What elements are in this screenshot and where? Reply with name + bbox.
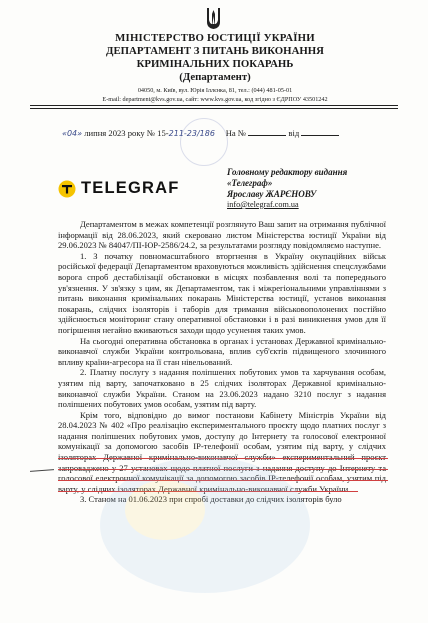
incoming-date-blank — [301, 127, 339, 136]
recipient-position: Головному редактору видання — [227, 167, 348, 177]
outgoing-number-handwritten: 211-23/186 — [168, 129, 215, 138]
ministry-title: МІНІСТЕРСТВО ЮСТИЦІЇ УКРАЇНИ — [115, 32, 315, 44]
paragraph-intro: Департаментом в межах компетенції розглянуто Ваш запит на отримання публічної інформації від 28.06.2023, який скеровано листом Міністерства юстиції України від 29.06.2023 № 84047/ПІ-ЮР-2586/24.2, за результатами розгляду повідомляємо наступне. — [58, 219, 386, 251]
date-day-handwritten: «04» — [62, 129, 83, 138]
paragraph-2: 2. Платну послугу з надання поліпшених побутових умов та харчування особам, узятим під варту, започатковано в 25 слідчих ізоляторах Державної кримінально-виконавчої служби України. Станом на 23.06.2023 надано 3210 послуг з надання поліпшених побутових умов особам, узятим під варту. — [58, 367, 386, 410]
incoming-number-label: На № — [225, 128, 247, 138]
faint-stamp — [180, 118, 228, 166]
telegraf-logo-text: TELEGRAF — [81, 179, 180, 197]
department-title-line2: КРИМІНАЛЬНИХ ПОКАРАНЬ — [136, 58, 294, 70]
pencil-mark-left — [30, 469, 54, 472]
department-address: 04050, м. Київ, вул. Юрія Іллєнка, 81, тел.: (044) 481-05-01 — [137, 87, 293, 94]
department-contacts: E-mail: department@kvs.gov.ua, сайт: www.kvs.gov.ua, код згідно з ЄДРПОУ 43501242 — [102, 96, 328, 103]
department-title-line1: ДЕПАРТАМЕНТ З ПИТАНЬ ВИКОНАННЯ — [106, 45, 324, 57]
telegraf-logo — [58, 179, 180, 198]
letter-body — [58, 219, 386, 505]
trident-emblem-icon — [205, 6, 222, 30]
red-underline-3 — [58, 480, 388, 481]
telegraf-logo-icon — [58, 180, 76, 198]
paragraph-2-continued: Крім того, відповідно до вимог постанови Кабінету Міністрів України від 28.04.2023 № 402 «Про реалізацію експериментального проєкту щодо платних послуг з надання поліпшених побутових умов, доступу до Інтернету та голосової електронної комунікації за допомогою засобів ІР-телефонії особам, узятим під варту, у слідчих ізоляторах Державної кримінально-виконавчої служби» експериментальний проєкт запроваджено у 27 установах щодо платної послуги з надання доступу до Інтернету та голосової електронної комунікації за допомогою засобів ІР-телефонії особам, узятим під варту, у слідчих ізоляторах Державної кримінально-виконавчої служби України. — [58, 409, 386, 494]
incoming-number-blank — [248, 127, 286, 136]
header-rule-thick — [30, 105, 398, 106]
red-underline-4 — [58, 491, 358, 492]
red-underline-1 — [58, 458, 388, 459]
department-abbrev: (Департамент) — [179, 71, 251, 83]
date-month-year: липня 2023 року № 15- — [84, 128, 169, 138]
paragraph-1: 1. З початку повномасштабного вторгнення в Україну окупаційних військ російської федерації Департаментом враховуються можливість здійснення спецслужбами ворога спроб дестабілізації обстановки в місцях позбавлення волі та попереднього ув'язнення. У зв'язку з цим, як Департаментом, так і міжрегіональними управліннями з питань виконання кримінальних покарань Міністерства юстиції, установ виконання покарань, слідчих ізоляторів і таборів для тримання військовополонених постійно здійснюється моніторинг стану оперативної обстановки і в разі виникнення умов для її погіршення негайно вживаються заходи щодо усунення таких умов. — [58, 250, 386, 335]
paragraph-1-continued: На сьогодні оперативна обстановка в органах і установах Державної кримінально-виконавчої служби України контрольована, вплив суб'єктів підвищеного злочинного впливу країни-агресора на її стан нівельований. — [58, 335, 386, 367]
recipient-email[interactable]: info@telegraf.com.ua — [227, 200, 299, 209]
recipient-publication: «Телеграф» — [227, 178, 273, 188]
registration-line — [62, 127, 339, 138]
recipient-name: Ярославу ЖАРЄНОВУ — [227, 189, 317, 199]
paragraph-3: 3. Станом на 01.06.2023 при спробі доставки до слідчих ізоляторів було — [80, 494, 342, 505]
red-underline-2 — [58, 469, 388, 470]
header-rule-thin — [30, 108, 398, 109]
incoming-date-label: від — [288, 128, 300, 138]
